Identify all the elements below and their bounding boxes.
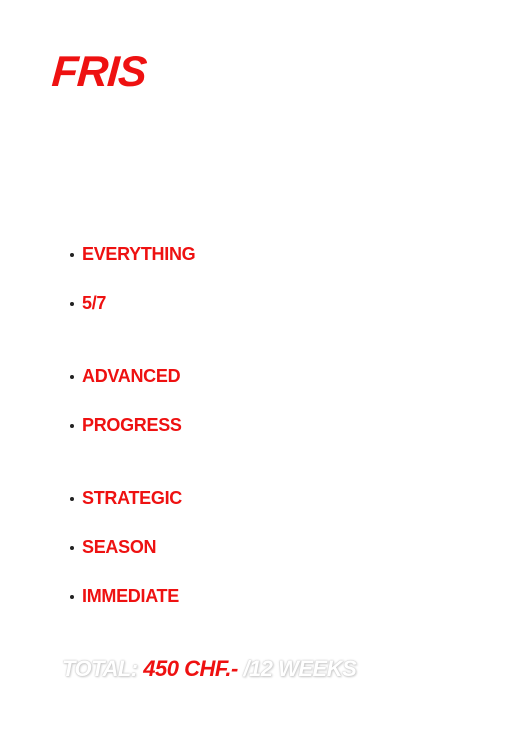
feature-label: SEASON [82,536,157,557]
bullet-icon [70,253,74,257]
bullet-icon [70,302,74,306]
total-label: TOTAL: [62,656,138,681]
page-title: FRIS [50,48,148,96]
feature-label: EVERYTHING [82,243,196,264]
feature-label: ADVANCED [82,365,181,386]
feature-label: PROGRESS [82,414,182,435]
bullet-icon [70,497,74,501]
list-item [70,584,179,608]
price-value: 450 CHF.- [143,656,238,681]
list-item [70,242,195,266]
feature-label: STRATEGIC [82,487,182,508]
list-item [70,486,182,510]
bullet-icon [70,546,74,550]
price-period: /12 WEEKS [243,656,357,681]
list-item [70,364,180,388]
bullet-icon [70,595,74,599]
bullet-icon [70,375,74,379]
list-item [70,291,106,315]
list-item [70,413,182,437]
list-item [70,535,156,559]
bullet-icon [70,424,74,428]
total-price-line [62,654,356,684]
feature-label: 5/7 [82,292,107,313]
feature-label: IMMEDIATE [82,585,179,606]
